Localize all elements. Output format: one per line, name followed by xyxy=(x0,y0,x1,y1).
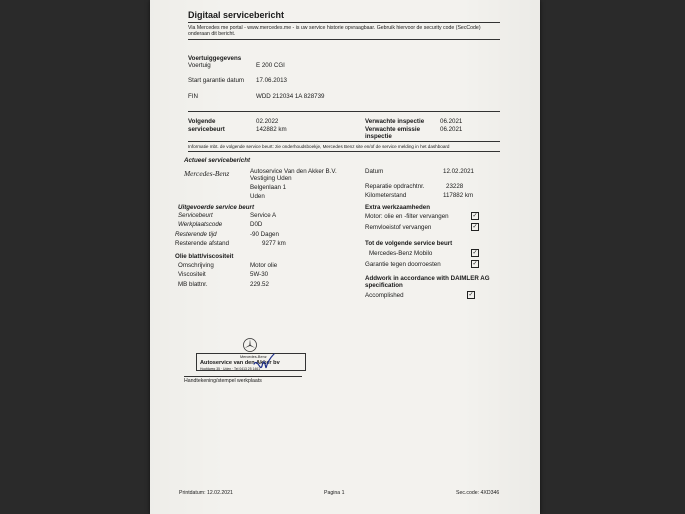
service-report-page xyxy=(150,0,540,514)
performed-row-label: Resterende afstand xyxy=(175,240,230,247)
oil-row-value: 229.52 xyxy=(250,281,269,288)
current-section-title: Actueel servicebericht xyxy=(184,157,251,164)
oil-section-title: Olie blatt/viscositeit xyxy=(175,253,234,260)
addwork-title-line2: specification xyxy=(365,282,403,289)
stamp-address: Hoofdweg 35 · Uden · Tel 0413 25 1461 xyxy=(200,367,261,371)
dealer-name: Autoservice Van den Akker B.V. xyxy=(250,168,337,175)
intro-text-line2: onderaan dit bericht. xyxy=(188,31,236,37)
dealer-street: Belgenlaan 1 xyxy=(250,184,287,191)
oil-row-label: MB blattnr. xyxy=(178,281,208,288)
check-icon: ✓ xyxy=(472,261,478,267)
mileage-label: Kilometerstand xyxy=(365,192,407,199)
next-service-info: Informatie mbt. de volgende service beurt: zie onderhoudsboekje, Mercedes Benz site en/of de service melding in het dashboard xyxy=(188,144,450,149)
intro-divider xyxy=(188,39,500,40)
info-divider xyxy=(188,151,500,152)
signature-line xyxy=(184,376,302,377)
next-service-date: 02.2022 xyxy=(256,118,279,125)
performed-row-value: D0D xyxy=(250,221,263,228)
until-next-item-label: Mercedes-Benz Mobilo xyxy=(369,250,433,257)
check-icon: ✓ xyxy=(472,224,478,230)
dealer-branch: Vestiging Uden xyxy=(250,175,292,182)
addwork-item-label: Accomplished xyxy=(365,292,404,299)
fin-label: FIN xyxy=(188,93,198,100)
page-number: Pagina 1 xyxy=(324,490,345,496)
stamp-name: Autoservice van den Akker bv xyxy=(200,360,280,366)
vehicle-value: E 200 CGI xyxy=(256,62,285,69)
signature-label: Handtekening/stempel werkplaats xyxy=(184,378,262,384)
performed-row-label: Werkplaatscode xyxy=(178,221,223,228)
performed-row-label: Servicebeurt xyxy=(178,212,213,219)
oil-row-value: 5W-30 xyxy=(250,271,269,278)
next-service-label: Volgende xyxy=(188,118,216,125)
emission-value: 06.2021 xyxy=(440,126,463,133)
performed-row-value: Service A xyxy=(250,212,277,219)
warranty-start-value: 17.06.2013 xyxy=(256,77,287,84)
extra-item-label: Motor: olie en -filter vervangen xyxy=(365,213,449,220)
vehicle-section-title: Voertuiggegevens xyxy=(188,55,242,62)
extra-section-title: Extra werkzaamheden xyxy=(365,204,430,211)
until-next-section-title: Tot de volgende service beurt xyxy=(365,240,453,247)
print-date: Printdatum: 12.02.2021 xyxy=(179,490,233,496)
check-icon: ✓ xyxy=(472,250,478,256)
extra-item-label: Remvloeistof vervangen xyxy=(365,224,432,231)
repair-order-label: Reparatie opdrachtnr. xyxy=(365,183,425,190)
emission-label-line2: inspectie xyxy=(365,133,392,140)
check-icon: ✓ xyxy=(468,292,474,298)
servicebeurt-value: 142882 km xyxy=(256,126,287,133)
title-divider xyxy=(188,22,500,23)
addwork-title-line1: Addwork in accordance with DAIMLER AG xyxy=(365,275,490,282)
oil-row-label: Omschrijving xyxy=(178,262,214,269)
performed-row-value: 9277 km xyxy=(262,240,286,247)
intro-text-line1: Via Mercedes me portal - www.mercedes.me - is uw service historie opvraagbaar. Gebruik hiervoor de security code (SecCode) xyxy=(188,25,481,31)
performed-row-label: Resterende tijd xyxy=(175,231,217,238)
mileage-value: 117882 km xyxy=(443,192,474,199)
performed-section-title: Uitgevoerde service beurt xyxy=(178,204,254,211)
performed-row-value: -90 Dagen xyxy=(250,231,279,238)
inspection-value: 06.2021 xyxy=(440,118,463,125)
stamp-brand: Mercedes-Benz xyxy=(240,355,267,359)
warranty-start-label: Start garantie datum xyxy=(188,77,245,84)
vehicle-label: Voertuig xyxy=(188,62,211,69)
inspection-label: Verwachte inspectie xyxy=(365,118,425,125)
dealer-city: Uden xyxy=(250,193,265,200)
servicebeurt-label: servicebeurt xyxy=(188,126,225,133)
date-value: 12.02.2021 xyxy=(443,168,474,175)
fin-value: WDD 212034 1A 828739 xyxy=(256,93,325,100)
document-title: Digitaal servicebericht xyxy=(188,10,285,20)
vehicle-divider xyxy=(188,111,500,112)
oil-row-value: Motor olie xyxy=(250,262,278,269)
oil-row-label: Viscositeit xyxy=(178,271,206,278)
next-service-divider xyxy=(188,141,500,142)
security-code: Sec.code: 4XD346 xyxy=(456,490,500,496)
until-next-item-label: Garantie tegen doorroesten xyxy=(365,261,441,268)
emission-label-line1: Verwachte emissie xyxy=(365,126,421,133)
brand-name: Mercedes-Benz xyxy=(184,169,230,178)
repair-order-value: 23228 xyxy=(446,183,464,190)
date-label: Datum xyxy=(365,168,384,175)
check-icon: ✓ xyxy=(472,213,478,219)
